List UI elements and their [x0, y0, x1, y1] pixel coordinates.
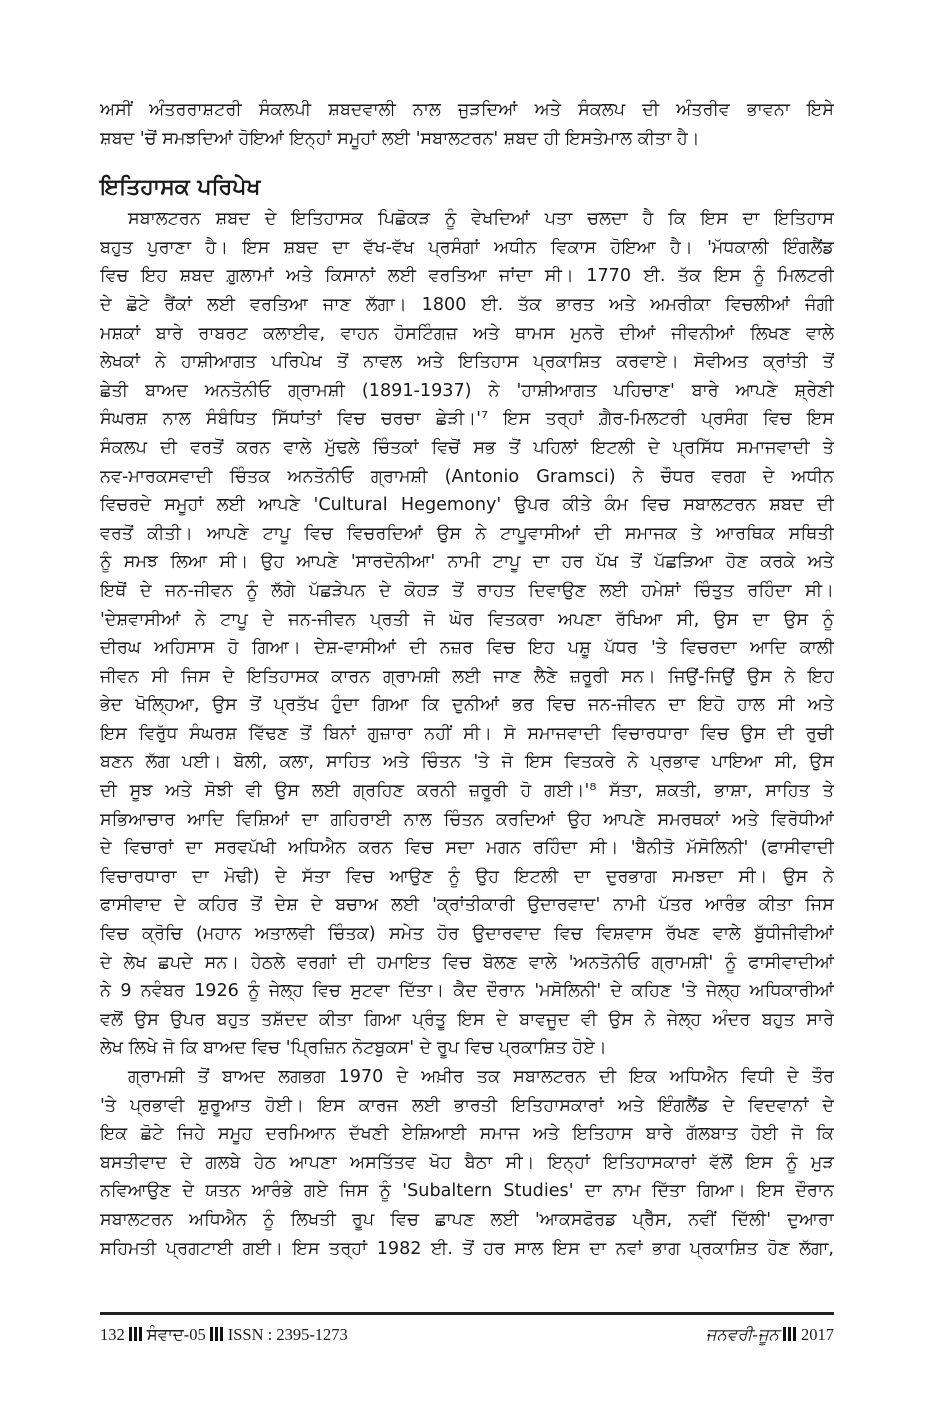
text-line: ਸਹਿਮਤੀ ਪ੍ਰਗਟਾਈ ਗਈ। ਇਸ ਤਰ੍ਹਾਂ 1982 ਈ. ਤੋਂ ਹਰ ਸਾਲ ਇਸ ਦਾ ਨਵਾਂ ਭਾਗ ਪ੍ਰਕਾਸ਼ਿਤ ਹੋਣ ਲੱਗਾ, [100, 1238, 834, 1259]
page-number: 132 [100, 1325, 125, 1344]
text-line: ਨੇ 9 ਨਵੰਬਰ 1926 ਨੂੰ ਜੇਲ੍ਹ ਵਿਚ ਸੁਟਵਾ ਦਿੱਤਾ। ਕੈਦ ਦੌਰਾਨ 'ਮਸੋਲਿਨੀ' ਦੇ ਕਹਿਣ 'ਤੇ ਜੇਲ੍ਹ ਅਧਿਕਾਰੀਆਂ [100, 981, 834, 1002]
intro-paragraph [100, 96, 834, 153]
text-line: ਵਿਚਰਦੇ ਸਮੂਹਾਂ ਲਈ ਆਪਣੇ 'Cultural Hegemony' ਉਪਰ ਕੀਤੇ ਕੰਮ ਵਿਚ ਸਬਾਲਟਰਨ ਸ਼ਬਦ ਦੀ [100, 495, 834, 516]
text-line: ਨੂੰ ਸਮਝ ਲਿਆ ਸੀ। ਉਹ ਆਪਣੇ 'ਸਾਰਦੋਨੀਆ' ਨਾਮੀ ਟਾਪੂ ਦਾ ਹਰ ਪੱਖ ਤੋਂ ਪੱਛੜਿਆ ਹੋਣ ਕਰਕੇ ਅਤੇ [100, 552, 834, 573]
text-line: ਬਸਤੀਵਾਦ ਦੇ ਗਲਬੇ ਹੇਠ ਆਪਣਾ ਅਸਤਿੱਤਵ ਖੋਹ ਬੈਠਾ ਸੀ। ਇਨ੍ਹਾਂ ਇਤਿਹਾਸਕਾਰਾਂ ਵੱਲੋਂ ਇਸ ਨੂੰ ਮੁੜ [100, 1152, 834, 1173]
text-line: ਅਸੀਂ ਅੰਤਰਰਾਸ਼ਟਰੀ ਸੰਕਲਪੀ ਸ਼ਬਦਵਾਲੀ ਨਾਲ ਜੁੜਦਿਆਂ ਅਤੇ ਸੰਕਲਪ ਦੀ ਅੰਤਰੀਵ ਭਾਵਨਾ ਇਸੇ [100, 100, 834, 120]
footer-right [706, 1322, 834, 1348]
text-line: ਇਥੋਂ ਦੇ ਜਨ-ਜੀਵਨ ਨੂੰ ਲੱਗੇ ਪੱਛੜੇਪਨ ਦੇ ਕੋਹੜ ਤੋਂ ਰਾਹਤ ਦਿਵਾਉਣ ਲਈ ਹਮੇਸ਼ਾਂ ਚਿੰਤੁਤ ਰਹਿੰਦਾ ਸੀ। [100, 580, 834, 601]
journal-name: ਸੰਵਾਦ-05 [146, 1325, 206, 1344]
text-line: 'ਤੇ ਪ੍ਰਭਾਵੀ ਸ਼ੁਰੂਆਤ ਹੋਈ। ਇਸ ਕਾਰਜ ਲਈ ਭਾਰਤੀ ਇਤਿਹਾਸਕਾਰਾਂ ਅਤੇ ਇੰਗਲੈਂਡ ਦੇ ਵਿਦਵਾਨਾਂ ਦੇ [100, 1095, 834, 1116]
text-line: 'ਦੇਸ਼ਵਾਸੀਆਂ ਨੇ ਟਾਪੂ ਦੇ ਜਨ-ਜੀਵਨ ਪ੍ਰਤੀ ਜੋ ਘੋਰ ਵਿਤਕਰਾ ਅਪਣਾ ਰੱਖਿਆ ਸੀ, ਉਸ ਦਾ ਉਸ ਨੂੰ [100, 609, 834, 630]
text-line: ਜੀਵਨ ਸੀ ਜਿਸ ਦੇ ਇਤਿਹਾਸਕ ਕਾਰਨ ਗ੍ਰਾਮਸ਼ੀ ਲਈ ਜਾਣ ਲੈਣੇ ਜ਼ਰੂਰੀ ਸਨ। ਜਿਉਂ-ਜਿਉਂ ਉਸ ਨੇ ਇਹ [100, 666, 834, 687]
paragraph-2 [100, 1063, 834, 1263]
text-line: ਭੇਦ ਖੋਲ੍ਹਿਆ, ਉਸ ਤੋਂ ਪ੍ਰਤੱਖ ਹੁੰਦਾ ਗਿਆ ਕਿ ਦੁਨੀਆਂ ਭਰ ਵਿਚ ਜਨ-ਜੀਵਨ ਦਾ ਇਹੋ ਹਾਲ ਸੀ ਅਤੇ [100, 695, 834, 716]
text-line: ਸਭਿਆਚਾਰ ਆਦਿ ਵਿਸ਼ਿਆਂ ਦਾ ਗਹਿਰਾਈ ਨਾਲ ਚਿੰਤਨ ਕਰਦਿਆਂ ਉਹ ਆਪਣੇ ਸਮਰਥਕਾਂ ਅਤੇ ਵਿਰੋਧੀਆਂ [100, 809, 834, 830]
text-line: ਦੇ ਲੇਖ ਛਪਦੇ ਸਨ। ਹੇਠਲੇ ਵਰਗਾਂ ਦੀ ਹਮਾਇਤ ਵਿਚ ਬੋਲਣ ਵਾਲੇ 'ਅਨਤੋਨੀਓ ਗ੍ਰਾਮਸ਼ੀ' ਨੂੰ ਫਾਸੀਵਾਦੀਆਂ [100, 952, 834, 973]
text-line: ਵਲੋਂ ਉਸ ਉਪਰ ਬਹੁਤ ਤਸ਼ੱਦਦ ਕੀਤਾ ਗਿਆ ਪ੍ਰੰਤੂ ਇਸ ਦੇ ਬਾਵਜੂਦ ਵੀ ਉਸ ਨੇ ਜੇਲ੍ਹ ਅੰਦਰ ਬਹੁਤ ਸਾਰੇ [100, 1009, 834, 1030]
separator-bars-icon [129, 1327, 143, 1341]
document-body [100, 96, 834, 1263]
text-line: ਨਵਿਆਉਣ ਦੇ ਯਤਨ ਆਰੰਭੇ ਗਏ ਜਿਸ ਨੂੰ 'Subaltern Studies' ਦਾ ਨਾਮ ਦਿੱਤਾ ਗਿਆ। ਇਸ ਦੌਰਾਨ [100, 1181, 834, 1202]
section-heading: ਇਤਿਹਾਸਕ ਪਰਿਪੇਖ [100, 175, 261, 201]
text-line: ਸੰਕਲਪ ਦੀ ਵਰਤੋਂ ਕਰਨ ਵਾਲੇ ਮੁੱਢਲੇ ਚਿੰਤਕਾਂ ਵਿਚੋਂ ਸਭ ਤੋਂ ਪਹਿਲਾਂ ਇਟਲੀ ਦੇ ਪ੍ਰਸਿੱਧ ਸਮਾਜਵਾਦੀ ਤੇ [100, 437, 834, 458]
text-line: ਗ੍ਰਾਮਸ਼ੀ ਤੋਂ ਬਾਅਦ ਲਗਭਗ 1970 ਦੇ ਅਖ਼ੀਰ ਤਕ ਸਬਾਲਟਰਨ ਦੀ ਇਕ ਅਧਿਐਨ ਵਿਧੀ ਦੇ ਤੌਰ [128, 1067, 834, 1087]
text-line: ਮਸ਼ਕਾਂ ਬਾਰੇ ਰਾਬਰਟ ਕਲਾਈਵ, ਵਾਹਨ ਹੋਸਟਿੰਗਜ਼ ਅਤੇ ਥਾਮਸ ਮੁਨਰੋ ਦੀਆਂ ਜੀਵਨੀਆਂ ਲਿਖਣ ਵਾਲੇ [100, 323, 834, 344]
text-line: ਬਣਨ ਲੱਗ ਪਈ। ਬੋਲੀ, ਕਲਾ, ਸਾਹਿਤ ਅਤੇ ਚਿੰਤਨ 'ਤੇ ਜੋ ਇਸ ਵਿਤਕਰੇ ਨੇ ਪ੍ਰਭਾਵ ਪਾਇਆ ਸੀ, ਉਸ [100, 752, 834, 773]
text-line: ਇਕ ਛੋਟੇ ਜਿਹੇ ਸਮੂਹ ਦਰਮਿਆਨ ਦੱਖਣੀ ਏਸ਼ਿਆਈ ਸਮਾਜ ਅਤੇ ਇਤਿਹਾਸ ਬਾਰੇ ਗੱਲਬਾਤ ਹੋਈ ਜੋ ਕਿ [100, 1124, 834, 1145]
text-line: ਦੀ ਸੂਝ ਅਤੇ ਸੋਝੀ ਵੀ ਉਸ ਲਈ ਗ੍ਰਹਿਣ ਕਰਨੀ ਜ਼ਰੂਰੀ ਹੋ ਗਈ।'⁸ ਸੱਤਾ, ਸ਼ਕਤੀ, ਭਾਸ਼ਾ, ਸਾਹਿਤ ਤੇ [100, 781, 834, 802]
footer-left [100, 1322, 348, 1348]
issue-year: 2017 [801, 1325, 834, 1344]
text-line: ਵਰਤੋਂ ਕੀਤੀ। ਆਪਣੇ ਟਾਪੂ ਵਿਚ ਵਿਚਰਦਿਆਂ ਉਸ ਨੇ ਟਾਪੂਵਾਸੀਆਂ ਦੀ ਸਮਾਜਕ ਤੇ ਆਰਥਿਕ ਸਥਿਤੀ [100, 523, 834, 544]
text-line: ਵਿਚ ਕ੍ਰੋਚਿ (ਮਹਾਨ ਅਤਾਲਵੀ ਚਿੰਤਕ) ਸਮੇਤ ਹੋਰ ਉਦਾਰਵਾਦ ਵਿਚ ਵਿਸ਼ਵਾਸ ਰੱਖਣ ਵਾਲੇ ਬੁੱਧੀਜੀਵੀਆਂ [100, 924, 834, 945]
paragraph-1 [100, 205, 834, 1063]
text-line: ਛੇਤੀ ਬਾਅਦ ਅਨਤੋਨੀਓ ਗ੍ਰਾਮਸ਼ੀ (1891-1937) ਨੇ 'ਹਾਸ਼ੀਆਗਤ ਪਹਿਚਾਣ' ਬਾਰੇ ਆਪਣੇ ਸ਼੍ਰੇਣੀ [100, 380, 834, 401]
issn: ISSN : 2395-1273 [227, 1325, 348, 1344]
text-line: ਦੇ ਛੋਟੇ ਰੈਂਕਾਂ ਲਈ ਵਰਤਿਆ ਜਾਣ ਲੱਗਾ। 1800 ਈ. ਤੱਕ ਭਾਰਤ ਅਤੇ ਅਮਰੀਕਾ ਵਿਚਲੀਆਂ ਜੰਗੀ [100, 294, 834, 315]
issue-months: ਜਨਵਰੀ-ਜੂਨ [705, 1325, 779, 1344]
text-line: ਸਬਾਲਟਰਨ ਅਧਿਐਨ ਨੂੰ ਲਿਖਤੀ ਰੂਪ ਵਿਚ ਛਾਪਣ ਲਈ 'ਆਕਸਫੋਰਡ ਪ੍ਰੈੱਸ, ਨਵੀਂ ਦਿੱਲੀ' ਦੁਆਰਾ [100, 1209, 834, 1230]
separator-bars-icon [783, 1327, 797, 1341]
text-line: ਨਵ-ਮਾਰਕਸਵਾਦੀ ਚਿੰਤਕ ਅਨਤੋਨੀਓ ਗ੍ਰਾਮਸ਼ੀ (Antonio Gramsci) ਨੇ ਚੌਧਰ ਵਰਗ ਦੇ ਅਧੀਨ [100, 466, 834, 487]
text-line: ਇਸ ਵਿਰੁੱਧ ਸੰਘਰਸ਼ ਵਿੱਢਣ ਤੋਂ ਬਿਨਾਂ ਗੁਜ਼ਾਰਾ ਨਹੀਂ ਸੀ। ਸੋ ਸਮਾਜਵਾਦੀ ਵਿਚਾਰਧਾਰਾ ਵਿਚ ਉਸ ਦੀ ਰੁਚੀ [100, 723, 834, 744]
text-line: ਲੇਖਕਾਂ ਨੇ ਹਾਸ਼ੀਆਗਤ ਪਰਿਪੇਖ ਤੋਂ ਨਾਵਲ ਅਤੇ ਇਤਿਹਾਸ ਪ੍ਰਕਾਸ਼ਿਤ ਕਰਵਾਏ। ਸੋਵੀਅਤ ਕ੍ਰਾਂਤੀ ਤੋਂ [100, 352, 834, 373]
page-footer [100, 1322, 834, 1348]
text-line: ਵਿਚਾਰਧਾਰਾ ਦਾ ਮੋਢੀ) ਦੇ ਸੱਤਾ ਵਿਚ ਆਉਣ ਨੂੰ ਉਹ ਇਟਲੀ ਦਾ ਦੁਰਭਾਗ ਸਮਝਦਾ ਸੀ। ਉਸ ਨੇ [100, 866, 834, 887]
text-line: ਬਹੁਤ ਪੁਰਾਣਾ ਹੈ। ਇਸ ਸ਼ਬਦ ਦਾ ਵੱਖ-ਵੱਖ ਪ੍ਰਸੰਗਾਂ ਅਧੀਨ ਵਿਕਾਸ ਹੋਇਆ ਹੈ। 'ਮੱਧਕਾਲੀ ਇੰਗਲੈਂਡ [100, 237, 834, 258]
text-line: ਸੰਘਰਸ਼ ਨਾਲ ਸੰਬੰਧਿਤ ਸਿੱਧਾਂਤਾਂ ਵਿਚ ਚਰਚਾ ਛੇੜੀ।'⁷ ਇਸ ਤਰ੍ਹਾਂ ਗ਼ੈਰ-ਮਿਲਟਰੀ ਪ੍ਰਸੰਗ ਵਿਚ ਇਸ [100, 409, 834, 430]
separator-bars-icon [210, 1327, 224, 1341]
text-line: ਦੀਰਘ ਅਹਿਸਾਸ ਹੋ ਗਿਆ। ਦੇਸ਼-ਵਾਸੀਆਂ ਦੀ ਨਜ਼ਰ ਵਿਚ ਇਹ ਪਸ਼ੂ ਪੱਧਰ 'ਤੇ ਵਿਚਰਦਾ ਆਦਿ ਕਾਲੀ [100, 638, 834, 659]
text-line: ਸਬਾਲਟਰਨ ਸ਼ਬਦ ਦੇ ਇਤਿਹਾਸਕ ਪਿਛੋਕੜ ਨੂੰ ਵੇਖਦਿਆਂ ਪਤਾ ਚਲਦਾ ਹੈ ਕਿ ਇਸ ਦਾ ਇਤਿਹਾਸ [128, 209, 834, 230]
text-line: ਸ਼ਬਦ 'ਚੋਂ ਸਮਝਦਿਆਂ ਹੋਇਆਂ ਇਨ੍ਹਾਂ ਸਮੂਹਾਂ ਲਈ 'ਸਬਾਲਟਰਨ' ਸ਼ਬਦ ਹੀ ਇਸਤੇਮਾਲ ਕੀਤਾ ਹੈ। [100, 128, 700, 149]
text-line: ਦੇ ਵਿਚਾਰਾਂ ਦਾ ਸਰਵਪੱਖੀ ਅਧਿਐਨ ਕਰਨ ਵਿਚ ਸਦਾ ਮਗਨ ਰਹਿੰਦਾ ਸੀ। 'ਬੈਨੀਤੋ ਮੱਸੋਲਿਨੀ' (ਫਾਸੀਵਾਦੀ [100, 838, 834, 859]
text-line: ਲੇਖ ਲਿਖੇ ਜੋ ਕਿ ਬਾਅਦ ਵਿਚ 'ਪ੍ਰਿਜ਼ਿਨ ਨੋਟਬੁਕਸ' ਦੇ ਰੂਪ ਵਿਚ ਪ੍ਰਕਾਸ਼ਿਤ ਹੋਏ। [100, 1038, 607, 1059]
footer-divider [100, 1312, 834, 1315]
text-line: ਵਿਚ ਇਹ ਸ਼ਬਦ ਗ਼ੁਲਾਮਾਂ ਅਤੇ ਕਿਸਾਨਾਂ ਲਈ ਵਰਤਿਆ ਜਾਂਦਾ ਸੀ। 1770 ਈ. ਤੱਕ ਇਸ ਨੂੰ ਮਿਲਟਰੀ [100, 266, 834, 287]
text-line: ਫਾਸੀਵਾਦ ਦੇ ਕਹਿਰ ਤੋਂ ਦੇਸ਼ ਦੇ ਬਚਾਅ ਲਈ 'ਕ੍ਰਾਂਤੀਕਾਰੀ ਉਦਾਰਵਾਦ' ਨਾਮੀ ਪੱਤਰ ਆਰੰਭ ਕੀਤਾ ਜਿਸ [100, 895, 834, 916]
